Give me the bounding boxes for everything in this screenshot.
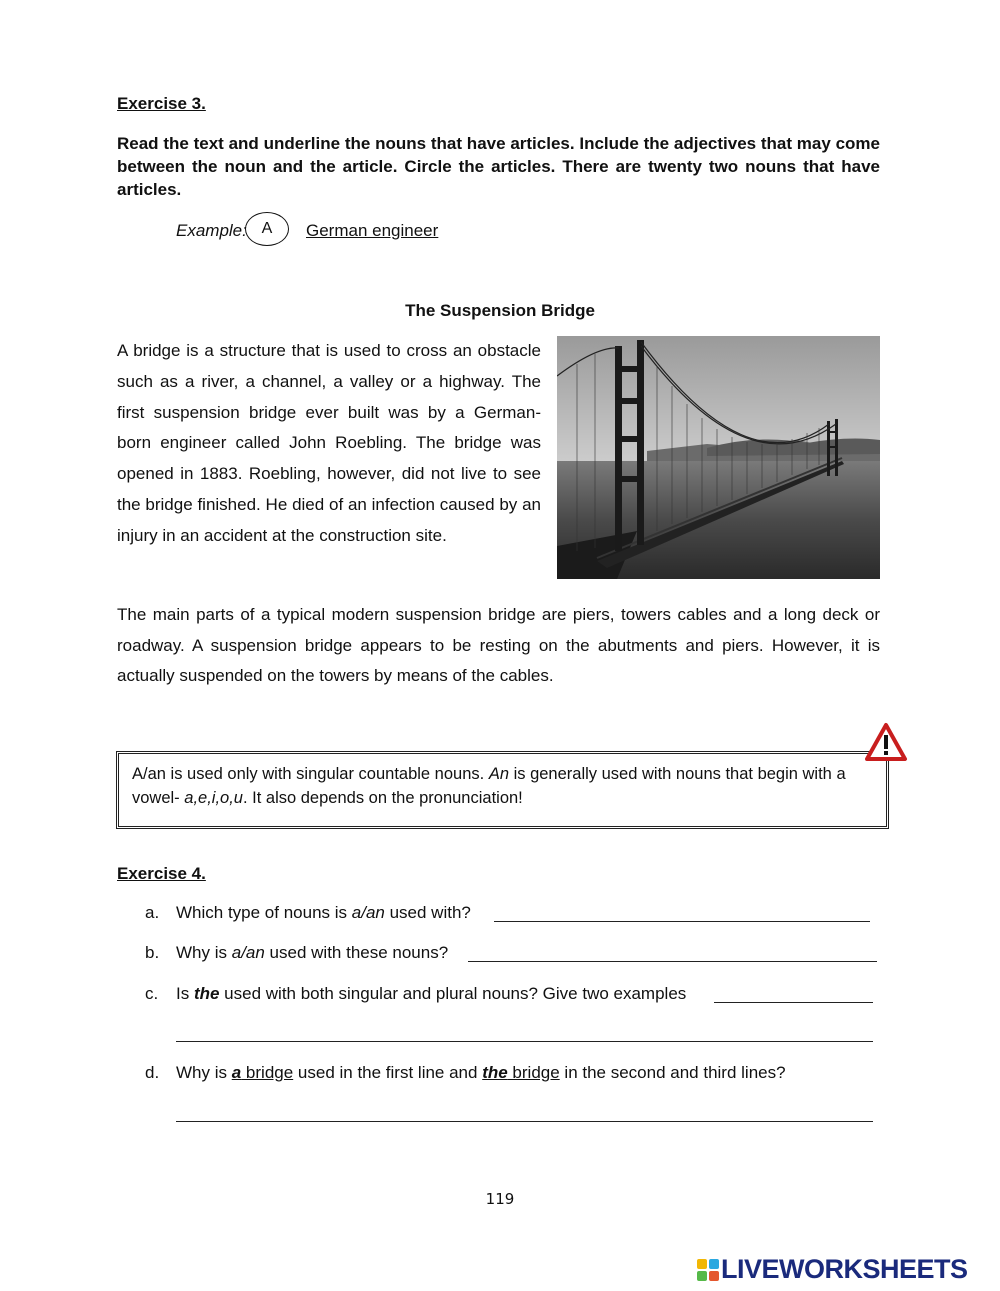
liveworksheets-squares-icon bbox=[697, 1259, 719, 1281]
answer-line-c2[interactable] bbox=[176, 1041, 873, 1042]
note-text-part: . It also depends on the pronunciation! bbox=[242, 789, 523, 807]
question-emphasis: a bbox=[231, 1063, 242, 1082]
question-text: used with both singular and plural nouns? Give two examples bbox=[219, 984, 687, 1003]
warning-icon bbox=[864, 722, 908, 762]
example-underlined-phrase: German engineer bbox=[306, 221, 439, 240]
exercise-4-title: Exercise 4. bbox=[117, 864, 206, 883]
note-vowels: a,e,i,o,u bbox=[184, 789, 243, 807]
example-label: Example: bbox=[176, 221, 247, 240]
liveworksheets-logo bbox=[697, 1254, 997, 1284]
suspension-bridge-photo bbox=[557, 336, 880, 579]
page-number: 119 bbox=[485, 1190, 515, 1208]
answer-line-b[interactable] bbox=[468, 961, 877, 962]
question-letter: c. bbox=[145, 984, 159, 1003]
passage-paragraph-2: The main parts of a typical modern suspension bridge are piers, towers cables and a long deck or roadway. A suspension bridge appears to be resting on the abutments and piers. However, it is actually suspended on the towers by means of the cables. bbox=[117, 605, 880, 685]
note-text-italic: An bbox=[488, 765, 509, 783]
question-text: used in the first line and bbox=[293, 1063, 483, 1082]
question-text: bridge bbox=[241, 1063, 294, 1082]
question-text: Why is bbox=[176, 1063, 232, 1082]
question-emphasis: a/an bbox=[351, 903, 385, 922]
note-text-part: A/an is used only with singular countable nouns. bbox=[132, 765, 489, 783]
question-text: Is bbox=[176, 984, 194, 1003]
passage-paragraph-1: A bridge is a structure that is used to cross an obstacle such as a river, a channel, a valley or a highway. The first suspension bridge ever built was by a German- born engineer called John Roebling. The bridge was opened in 1883. Roebling, however, did not live to see the bridge finished. He died of an infection caused by an injury in an accident at the construction site. bbox=[117, 341, 541, 545]
question-d bbox=[145, 1063, 786, 1083]
question-letter: d. bbox=[145, 1063, 160, 1082]
question-b bbox=[145, 943, 448, 963]
answer-line-a[interactable] bbox=[494, 921, 870, 922]
question-text: in the second and third lines? bbox=[559, 1063, 786, 1082]
exercise-3-instructions: Read the text and underline the nouns that have articles. Include the adjectives that may come between the noun and the article. Circle the articles. There are twenty two nouns that have articles. bbox=[117, 134, 880, 199]
question-text: used with? bbox=[384, 903, 471, 922]
question-text: Why is bbox=[176, 943, 232, 962]
question-c bbox=[145, 984, 686, 1004]
liveworksheets-wordmark: LIVEWORKSHEETS bbox=[721, 1254, 968, 1284]
example-circled-article: A bbox=[245, 212, 289, 246]
exercise-3-title: Exercise 3. bbox=[117, 94, 206, 113]
question-text: used with these nouns? bbox=[264, 943, 449, 962]
question-letter: a. bbox=[145, 903, 160, 922]
note-text-part: is generally used with nouns that begin with a vowel- bbox=[132, 765, 846, 807]
passage-title: The Suspension Bridge bbox=[405, 301, 595, 320]
question-emphasis: the bbox=[193, 984, 220, 1003]
question-a bbox=[145, 903, 471, 923]
note-text bbox=[132, 762, 867, 810]
article-rule-note bbox=[116, 751, 889, 829]
question-emphasis: the bbox=[482, 1063, 508, 1082]
answer-line-d[interactable] bbox=[176, 1121, 873, 1122]
question-text: Which type of nouns is bbox=[176, 903, 352, 922]
question-emphasis: a/an bbox=[231, 943, 265, 962]
question-text: bridge bbox=[507, 1063, 560, 1082]
answer-line-c1[interactable] bbox=[714, 1002, 873, 1003]
question-letter: b. bbox=[145, 943, 160, 962]
example-row bbox=[176, 212, 476, 246]
